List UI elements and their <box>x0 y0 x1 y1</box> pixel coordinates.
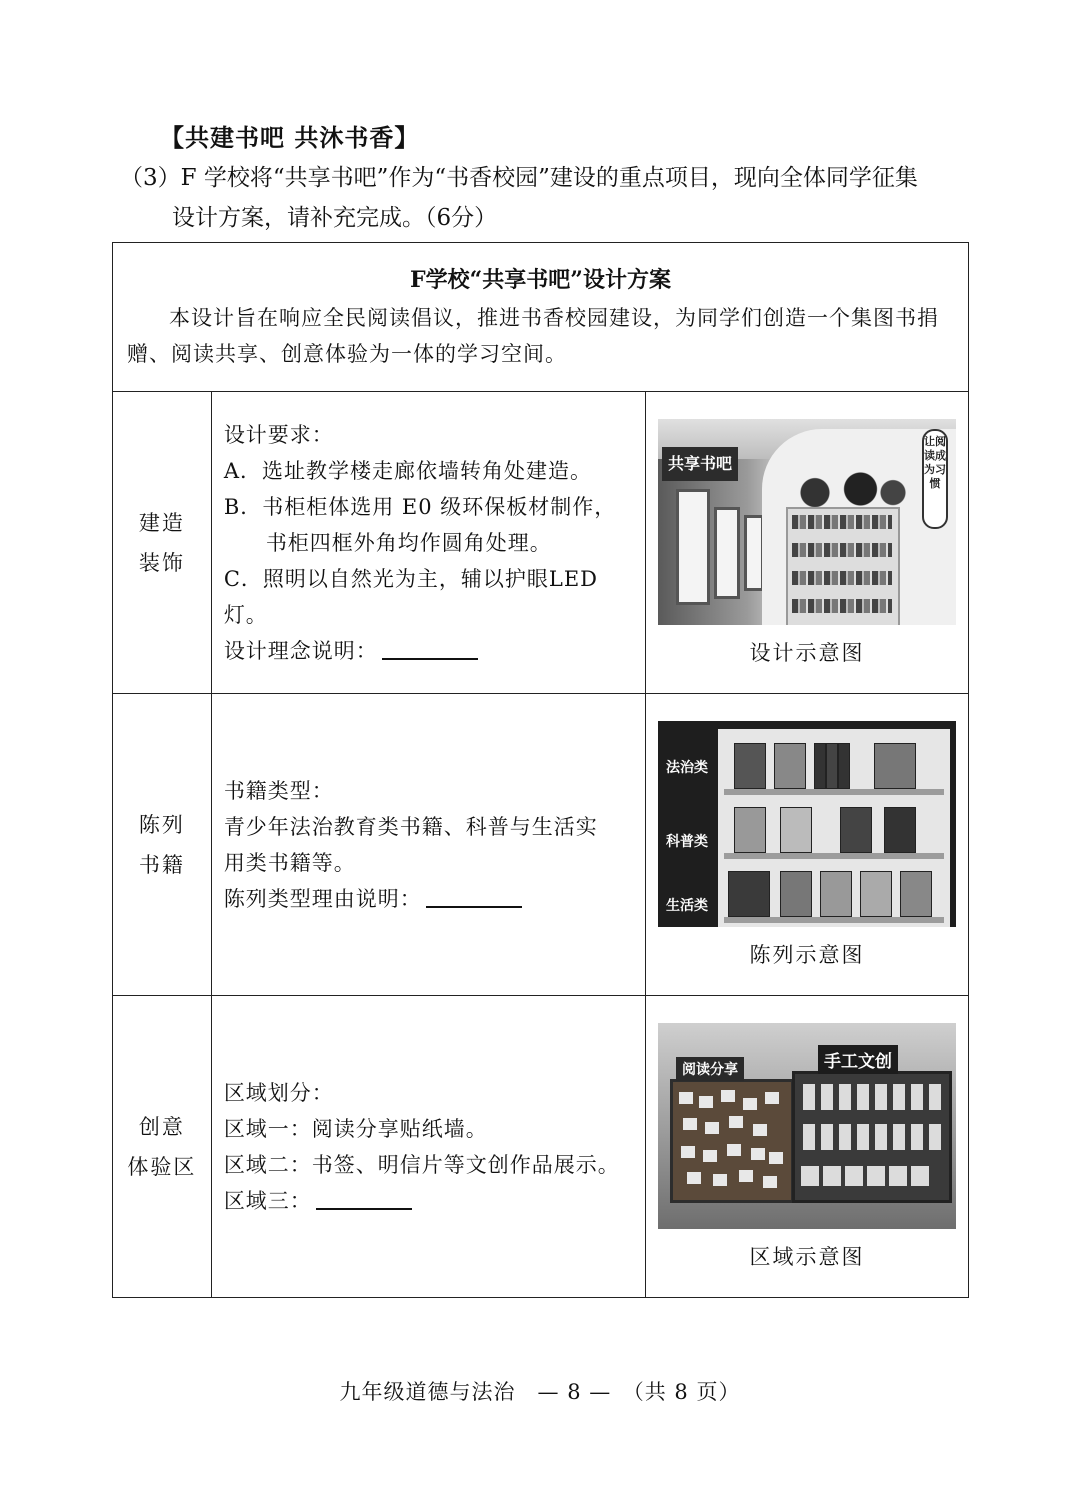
content-line: 设计要求： <box>223 422 334 447</box>
table-row-display <box>113 694 969 996</box>
category-label: 法治类 <box>666 759 709 776</box>
vertical-sign-text: 让阅读成为习惯 <box>922 429 948 529</box>
image-caption: 设计示意图 <box>749 640 865 665</box>
content-line: 书柜四框外角均作圆角处理。 <box>265 530 552 555</box>
content-line: C．照明以自然光为主，辅以护眼LED 灯。 <box>223 566 598 627</box>
design-illustration <box>658 419 956 625</box>
table-row-creative <box>113 996 969 1298</box>
display-illustration <box>658 721 956 927</box>
row-label-line: 创意 <box>138 1114 185 1139</box>
bookshelf-graphic <box>786 507 900 625</box>
plan-intro: 本设计旨在响应全民阅读倡议，推进书香校园建设，为同学们创造一个集图书捐赠、阅读共享、创意体验为一体的学习空间。 <box>127 305 939 366</box>
answer-blank[interactable] <box>426 886 522 908</box>
answer-blank[interactable] <box>316 1188 412 1210</box>
image-caption: 陈列示意图 <box>749 942 865 967</box>
content-line: 陈列类型理由说明： <box>223 886 422 911</box>
content-line: 用类书籍等。 <box>223 850 356 875</box>
image-cell-creative <box>646 996 969 1298</box>
content-line: 区域一：阅读分享贴纸墙。 <box>223 1116 488 1141</box>
row-label-display <box>113 694 212 996</box>
question-line-2: 设计方案，请补充完成。（6分） <box>172 205 498 231</box>
image-cell-display <box>646 694 969 996</box>
row-content-construction <box>211 392 645 694</box>
content-line-with-blank <box>224 1183 633 1219</box>
sticky-note-wall <box>670 1079 794 1203</box>
row-label-line: 建造 <box>138 510 185 535</box>
row-content-display <box>211 694 645 996</box>
zone-sign: 手工文创 <box>818 1045 898 1074</box>
question-text <box>120 158 980 238</box>
plan-title: F学校“共享书吧”设计方案 <box>410 266 671 293</box>
section-heading: 【共建书吧 共沐书香】 <box>160 123 420 152</box>
content-line: 设计理念说明： <box>223 638 378 663</box>
row-content-creative <box>211 996 645 1298</box>
content-line: 区域划分： <box>223 1080 334 1105</box>
category-label: 生活类 <box>666 897 709 914</box>
category-label: 科普类 <box>666 833 709 850</box>
row-label-construction <box>113 392 212 694</box>
page-footer: 九年级道德与法治 — 8 — （共 8 页） <box>339 1380 741 1404</box>
zone-sign: 阅读分享 <box>676 1057 744 1081</box>
row-label-line: 体验区 <box>127 1154 197 1179</box>
craft-display-shelf <box>792 1071 952 1203</box>
row-label-creative <box>113 996 212 1298</box>
row-label-line: 书籍 <box>138 852 185 877</box>
content-line-with-blank <box>224 633 633 669</box>
content-line-with-blank <box>224 881 633 917</box>
content-line: A．选址教学楼走廊依墙转角处建造。 <box>223 458 592 483</box>
content-line: B．书柜柜体选用 E0 级环保板材制作， <box>223 494 617 519</box>
content-line: 区域二：书签、明信片等文创作品展示。 <box>223 1152 620 1177</box>
content-line: 区域三： <box>223 1188 312 1213</box>
row-label-line: 陈列 <box>138 812 185 837</box>
sign-text: 共享书吧 <box>662 447 738 481</box>
answer-blank[interactable] <box>382 638 478 660</box>
zone-illustration <box>658 1023 956 1229</box>
question-line-1: （3）F 学校将“共享书吧”作为“书香校园”建设的重点项目，现向全体同学征集 <box>120 165 918 191</box>
table-row-construction <box>113 392 969 694</box>
content-line: 书籍类型： <box>223 778 334 803</box>
row-label-line: 装饰 <box>138 550 185 575</box>
plan-header-cell <box>113 243 969 392</box>
content-line: 青少年法治教育类书籍、科普与生活实 <box>223 814 598 839</box>
image-cell-construction <box>646 392 969 694</box>
image-caption: 区域示意图 <box>749 1244 865 1269</box>
design-plan-table <box>112 242 969 1298</box>
